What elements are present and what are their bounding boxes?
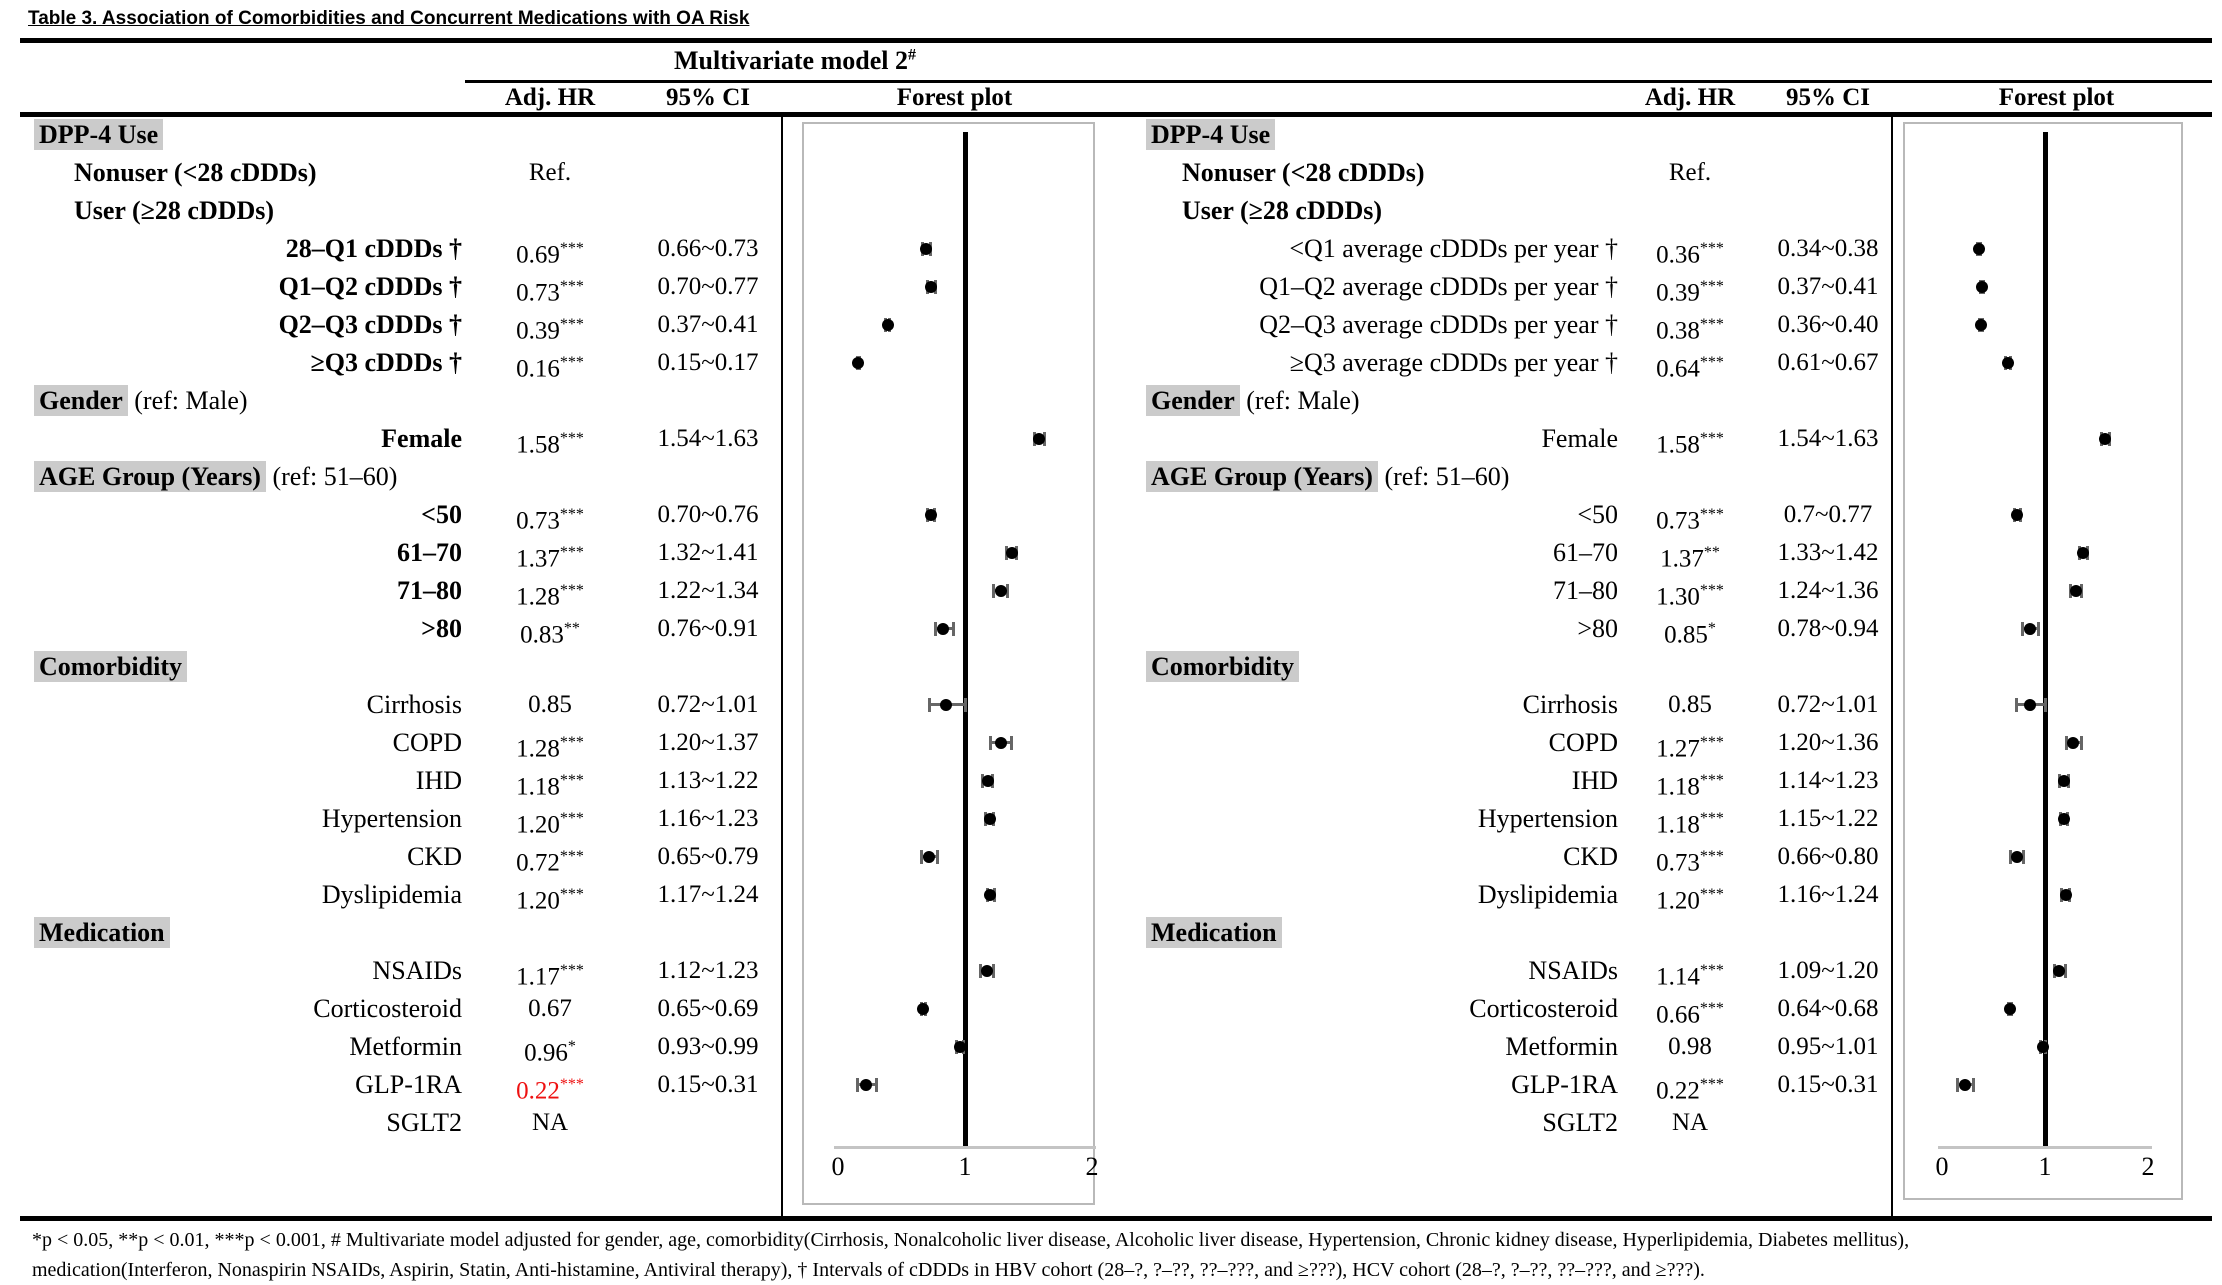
hr-number: 1.37 [1660, 545, 1704, 573]
ci-value: 1.14~1.23 [1777, 767, 1879, 794]
significance-stars: *** [559, 886, 584, 903]
adj-hr-value [1616, 990, 1764, 1028]
row-label: Q1–Q2 average cDDDs per year † [1259, 272, 1618, 301]
row-label: SGLT2 [386, 1108, 462, 1137]
significance-stars: ** [563, 620, 580, 637]
ci-value: 0.66~0.80 [1777, 843, 1879, 870]
forest-point [925, 281, 937, 293]
ci-value: 1.16~1.24 [1777, 881, 1879, 908]
adj-hr-value [465, 344, 635, 382]
row-label: CKD [1563, 842, 1618, 871]
significance-stars: *** [1699, 354, 1724, 371]
ci-whisker-cap-right [2080, 736, 2083, 750]
row-label: <50 [421, 500, 462, 529]
ci-value: 1.32~1.41 [657, 539, 759, 566]
forest-point [982, 775, 994, 787]
row-label: IHD [415, 766, 462, 795]
forest-point [2077, 547, 2089, 559]
hr-number: 1.14 [1656, 963, 1700, 991]
forest-x-axis [1938, 1146, 2152, 1149]
significance-stars: *** [559, 316, 584, 333]
adj-hr-value [1616, 420, 1764, 458]
adj-hr-value [465, 572, 635, 610]
significance-stars: *** [559, 1076, 584, 1093]
axis-tick-label: 1 [958, 1152, 972, 1181]
adj-hr-value [1616, 1028, 1764, 1066]
adj-hr-value [1616, 496, 1764, 534]
adj-hr-value [465, 306, 635, 344]
adj-hr-value [1616, 838, 1764, 876]
ci-whisker-cap-left [2015, 698, 2018, 712]
hr-number: Ref. [1668, 159, 1712, 186]
row-label: Female [381, 424, 462, 453]
subgroup-row: Nonuser (<28 cDDDs) [1182, 158, 1425, 187]
table-title: Table 3. Association of Comorbidities and Concurrent Medications with OA Risk [28, 8, 750, 29]
axis-tick-label: 0 [831, 1152, 845, 1181]
row-label: Metformin [349, 1032, 462, 1061]
hr-number: 0.73 [516, 279, 560, 307]
forest-point [917, 1003, 929, 1015]
model-header-superscript: # [907, 46, 916, 64]
forest-point [954, 1041, 966, 1053]
row-label: 61–70 [1553, 538, 1618, 567]
row-label: Cirrhosis [366, 690, 462, 719]
row-label: Dyslipidemia [1477, 880, 1618, 909]
hr-number: 0.73 [516, 507, 560, 535]
significance-stars: *** [1699, 962, 1724, 979]
ci-whisker-cap-right [1010, 736, 1013, 750]
significance-stars: *** [559, 734, 584, 751]
significance-stars: *** [559, 506, 584, 523]
adj-hr-value [465, 800, 635, 838]
section-label: DPP-4 Use [34, 119, 163, 150]
hr-number: 0.69 [516, 241, 560, 269]
ci-value: 1.20~1.36 [1777, 729, 1879, 756]
row-label: Dyslipidemia [321, 880, 462, 909]
hr-number: 1.20 [516, 811, 560, 839]
row-label: <50 [1577, 500, 1618, 529]
section-row [1140, 382, 1624, 420]
ci-value: 0.76~0.91 [657, 615, 759, 642]
adj-hr-value [1616, 762, 1764, 800]
ci-value: 0.37~0.41 [1777, 273, 1879, 300]
significance-stars: *** [559, 354, 584, 371]
ci-value: 1.16~1.23 [657, 805, 759, 832]
section-row [1140, 914, 1624, 952]
significance-stars: * [1707, 620, 1716, 637]
forest-point [940, 699, 952, 711]
significance-stars: *** [1699, 848, 1724, 865]
row-label: Q2–Q3 cDDDs † [278, 310, 462, 339]
hr-number: 0.96 [524, 1039, 568, 1067]
adj-hr-value [1616, 306, 1764, 344]
row-label: 71–80 [397, 576, 462, 605]
row-label: GLP-1RA [355, 1070, 462, 1099]
adj-hr-value [465, 420, 635, 458]
section-row [1140, 458, 1624, 496]
ci-value: 1.09~1.20 [1777, 957, 1879, 984]
bottom-rule [20, 1216, 2212, 1221]
section-row [1140, 116, 1624, 154]
ci-value: 0.61~0.67 [1777, 349, 1879, 376]
forest-point [2070, 585, 2082, 597]
ci-whisker-cap-left [856, 1078, 859, 1092]
row-label: Hypertension [1477, 804, 1618, 833]
row-label: CKD [407, 842, 462, 871]
axis-tick-label: 1 [2038, 1152, 2052, 1181]
adj-hr-value [465, 952, 635, 990]
adj-hr-value [465, 154, 635, 192]
hr-number: 0.66 [1656, 1001, 1700, 1029]
left-ci-header: 95% CI [665, 84, 751, 111]
axis-tick-label: 0 [1935, 1152, 1949, 1181]
left-forest-header: Forest plot [896, 84, 1013, 111]
hr-number: 1.58 [1656, 431, 1700, 459]
forest-point [2067, 737, 2079, 749]
adj-hr-value [1616, 344, 1764, 382]
row-label: Cirrhosis [1522, 690, 1618, 719]
row-label: IHD [1571, 766, 1618, 795]
ci-value: 0.72~1.01 [657, 691, 759, 718]
row-label: 71–80 [1553, 576, 1618, 605]
adj-hr-value [465, 1028, 635, 1066]
significance-stars: *** [1699, 1000, 1724, 1017]
section-label: DPP-4 Use [1146, 119, 1275, 150]
reference-line-hr1 [963, 132, 968, 1149]
row-label: NSAIDs [372, 956, 462, 985]
row-label: <Q1 average cDDDs per year † [1289, 234, 1618, 263]
ci-value: 0.66~0.73 [657, 235, 759, 262]
ci-value: 1.54~1.63 [1777, 425, 1879, 452]
forest-point [995, 737, 1007, 749]
row-label: SGLT2 [1542, 1108, 1618, 1137]
hr-number: 0.64 [1656, 355, 1700, 383]
ci-value: 0.36~0.40 [1777, 311, 1879, 338]
subgroup-row: User (≥28 cDDDs) [1182, 196, 1383, 225]
forest-point [2099, 433, 2111, 445]
forest-point [2004, 1003, 2016, 1015]
forest-point [2037, 1041, 2049, 1053]
hr-number: 1.18 [1656, 811, 1700, 839]
adj-hr-value [465, 686, 635, 724]
hr-number: NA [531, 1109, 569, 1136]
adj-hr-value [465, 1104, 635, 1142]
axis-tick-label: 2 [1085, 1152, 1099, 1181]
forest-point [1973, 243, 1985, 255]
adj-hr-value [465, 230, 635, 268]
forest-point [882, 319, 894, 331]
left-adj-hr-header: Adj. HR [504, 84, 596, 111]
hr-number: 0.73 [1656, 507, 1700, 535]
ci-value: 0.70~0.77 [657, 273, 759, 300]
adj-hr-value [465, 838, 635, 876]
row-label: ≥Q3 cDDDs † [310, 348, 462, 377]
section-row [28, 648, 468, 686]
footnote-line-2: medication(Interferon, Nonaspirin NSAIDs, Aspirin, Statin, Anti-histamine, Antiviral therapy), † Intervals of cDDDs in HBV cohort (28–?, ?–??, ??–???, and ≥???), HCV cohort (28–?, ?–??, ??–???, and ≥???). [32, 1259, 1705, 1281]
ci-value: 1.13~1.22 [657, 767, 759, 794]
significance-stars: *** [1699, 810, 1724, 827]
model-header-label: Multivariate model 2 [674, 46, 908, 75]
section-label: Medication [1146, 917, 1282, 948]
adj-hr-value [465, 268, 635, 306]
row-label: 28–Q1 cDDDs † [285, 234, 462, 263]
axis-tick-label: 2 [2141, 1152, 2155, 1181]
section-ref-suffix: (ref: Male) [127, 386, 248, 415]
hr-number: NA [1671, 1109, 1709, 1136]
forest-point [920, 243, 932, 255]
ci-whisker-cap-right [2037, 622, 2040, 636]
hr-number: 0.73 [1656, 849, 1700, 877]
hr-number: 1.28 [516, 583, 560, 611]
hr-number: 0.22 [1656, 1077, 1700, 1105]
ci-whisker-cap-right [2044, 698, 2047, 712]
significance-stars: *** [559, 430, 584, 447]
hr-number: 0.85 [528, 691, 572, 718]
ci-whisker-cap-right [992, 964, 995, 978]
ci-whisker-cap-right [1972, 1078, 1975, 1092]
hr-number: 1.18 [1656, 773, 1700, 801]
section-label: Medication [34, 917, 170, 948]
row-label: >80 [1577, 614, 1618, 643]
hr-number: 1.20 [1656, 887, 1700, 915]
subgroup-row: User (≥28 cDDDs) [74, 196, 275, 225]
ci-whisker-cap-right [936, 850, 939, 864]
forest-plot-box [802, 122, 1095, 1205]
forest-point [2024, 699, 2036, 711]
forest-point [2058, 775, 2070, 787]
ci-value: 0.15~0.31 [1777, 1071, 1879, 1098]
row-label: 61–70 [397, 538, 462, 567]
hr-number: 0.72 [516, 849, 560, 877]
ci-value: 1.20~1.37 [657, 729, 759, 756]
hr-number: 1.18 [516, 773, 560, 801]
ci-value: 1.22~1.34 [657, 577, 759, 604]
right-forest-header: Forest plot [1998, 84, 2115, 111]
hr-number: 1.37 [516, 545, 560, 573]
hr-number: 0.85 [1668, 691, 1712, 718]
adj-hr-value [1616, 952, 1764, 990]
row-label: Hypertension [321, 804, 462, 833]
subgroup-row: Nonuser (<28 cDDDs) [74, 158, 317, 187]
adj-hr-value [1616, 230, 1764, 268]
significance-stars: ** [1703, 544, 1720, 561]
row-label: Female [1541, 424, 1618, 453]
forest-point [2024, 623, 2036, 635]
ci-value: 0.64~0.68 [1777, 995, 1879, 1022]
hr-number: 1.27 [1656, 735, 1700, 763]
ci-value: 1.12~1.23 [657, 957, 759, 984]
adj-hr-value [1616, 800, 1764, 838]
row-label: Q2–Q3 average cDDDs per year † [1259, 310, 1618, 339]
significance-stars: *** [559, 962, 584, 979]
forest-point [1959, 1079, 1971, 1091]
adj-hr-value [1616, 724, 1764, 762]
adj-hr-value [1616, 876, 1764, 914]
section-row [28, 116, 468, 154]
ci-whisker-cap-left [934, 622, 937, 636]
adj-hr-value [465, 1066, 635, 1104]
significance-stars: *** [559, 278, 584, 295]
row-label: ≥Q3 average cDDDs per year † [1289, 348, 1618, 377]
section-label: Comorbidity [34, 651, 187, 682]
section-row [28, 458, 468, 496]
significance-stars: *** [1699, 582, 1724, 599]
significance-stars: *** [1699, 316, 1724, 333]
ci-whisker-cap-right [952, 622, 955, 636]
ci-value: 1.17~1.24 [657, 881, 759, 908]
significance-stars: *** [1699, 240, 1724, 257]
row-label: COPD [392, 728, 462, 757]
significance-stars: *** [1699, 278, 1724, 295]
forest-point [860, 1079, 872, 1091]
ci-whisker-cap-right [964, 698, 967, 712]
ci-whisker-cap-left [920, 850, 923, 864]
row-label: Q1–Q2 cDDDs † [278, 272, 462, 301]
hr-number: 1.28 [516, 735, 560, 763]
ci-value: 0.34~0.38 [1777, 235, 1879, 262]
ci-value: 0.70~0.76 [657, 501, 759, 528]
row-label: GLP-1RA [1511, 1070, 1618, 1099]
significance-stars: *** [1699, 734, 1724, 751]
ci-value: 1.33~1.42 [1777, 539, 1879, 566]
forest-point [2060, 889, 2072, 901]
section-label: Gender [34, 385, 128, 416]
ci-value: 0.65~0.69 [657, 995, 759, 1022]
section-ref-suffix: (ref: 51–60) [265, 462, 398, 491]
adj-hr-value [1616, 1066, 1764, 1104]
forest-point [2002, 357, 2014, 369]
ci-value: 1.54~1.63 [657, 425, 759, 452]
adj-hr-value [465, 496, 635, 534]
hr-number: 1.30 [1656, 583, 1700, 611]
significance-stars: *** [1699, 886, 1724, 903]
ci-value: 0.72~1.01 [1777, 691, 1879, 718]
adj-hr-value [465, 990, 635, 1028]
significance-stars: *** [559, 772, 584, 789]
hr-number: 0.85 [1664, 621, 1708, 649]
section-ref-suffix: (ref: 51–60) [1377, 462, 1510, 491]
row-label: Corticosteroid [313, 994, 462, 1023]
significance-stars: *** [1699, 772, 1724, 789]
ci-value: 0.15~0.17 [657, 349, 759, 376]
hr-number: 0.39 [1656, 279, 1700, 307]
significance-stars: *** [559, 544, 584, 561]
ci-value: 0.65~0.79 [657, 843, 759, 870]
forest-point [1033, 433, 1045, 445]
section-label: AGE Group (Years) [1146, 461, 1378, 492]
forest-point [925, 509, 937, 521]
adj-hr-value [1616, 1104, 1764, 1142]
forest-x-axis [834, 1146, 1096, 1149]
significance-stars: * [567, 1038, 576, 1055]
adj-hr-value [465, 876, 635, 914]
section-label: Comorbidity [1146, 651, 1299, 682]
adj-hr-value [465, 610, 635, 648]
significance-stars: *** [559, 810, 584, 827]
section-row [1140, 648, 1624, 686]
adj-hr-value [465, 534, 635, 572]
right-adj-hr-header: Adj. HR [1644, 84, 1736, 111]
forest-point [995, 585, 1007, 597]
section-label: Gender [1146, 385, 1240, 416]
adj-hr-value [1616, 686, 1764, 724]
adj-hr-value [1616, 572, 1764, 610]
hr-number: 0.67 [528, 995, 572, 1022]
hr-number: 0.36 [1656, 241, 1700, 269]
row-label: NSAIDs [1528, 956, 1618, 985]
ci-value: 0.93~0.99 [657, 1033, 759, 1060]
ci-value: 0.95~1.01 [1777, 1033, 1879, 1060]
hr-number: 0.22 [516, 1077, 560, 1105]
row-label: COPD [1548, 728, 1618, 757]
section-ref-suffix: (ref: Male) [1239, 386, 1360, 415]
footnote-line-1: *p < 0.05, **p < 0.01, ***p < 0.001, # Multivariate model adjusted for gender, age, comorbidity(Cirrhosis, Nonalcoholic liver disease, Alcoholic liver disease, Hypertension, Chronic kidney disease, Hyperlipidemia, Diabetes mellitus), [32, 1229, 1910, 1251]
forest-point [981, 965, 993, 977]
hr-number: 0.16 [516, 355, 560, 383]
section-label: AGE Group (Years) [34, 461, 266, 492]
ci-value: 0.37~0.41 [657, 311, 759, 338]
ci-whisker-cap-right [875, 1078, 878, 1092]
row-label: Metformin [1505, 1032, 1618, 1061]
significance-stars: *** [1699, 506, 1724, 523]
ci-value: 1.15~1.22 [1777, 805, 1879, 832]
row-label: Corticosteroid [1469, 994, 1618, 1023]
reference-line-hr1 [2043, 132, 2048, 1149]
hr-number: 1.58 [516, 431, 560, 459]
hr-number: 0.38 [1656, 317, 1700, 345]
panel-separator-rule [781, 117, 783, 1216]
significance-stars: *** [559, 582, 584, 599]
significance-stars: *** [559, 240, 584, 257]
significance-stars: *** [1699, 430, 1724, 447]
hr-number: 0.39 [516, 317, 560, 345]
forest-point [2058, 813, 2070, 825]
ci-value: 0.78~0.94 [1777, 615, 1879, 642]
adj-hr-value [1616, 534, 1764, 572]
hr-number: 0.83 [520, 621, 564, 649]
hr-number: 0.98 [1668, 1033, 1712, 1060]
section-row [28, 382, 468, 420]
forest-point [1006, 547, 1018, 559]
significance-stars: *** [1699, 1076, 1724, 1093]
ci-value: 0.7~0.77 [1783, 501, 1873, 528]
right-ci-header: 95% CI [1785, 84, 1871, 111]
ci-whisker-cap-left [928, 698, 931, 712]
adj-hr-value [1616, 154, 1764, 192]
hr-number: 1.20 [516, 887, 560, 915]
section-row [28, 914, 468, 952]
row-label: >80 [421, 614, 462, 643]
adj-hr-value [465, 762, 635, 800]
ci-whisker-cap-right [1006, 584, 1009, 598]
ci-value: 0.15~0.31 [657, 1071, 759, 1098]
adj-hr-value [1616, 268, 1764, 306]
hr-number: Ref. [528, 159, 572, 186]
adj-hr-value [465, 724, 635, 762]
ci-value: 1.24~1.36 [1777, 577, 1879, 604]
significance-stars: *** [559, 848, 584, 865]
hr-number: 1.17 [516, 963, 560, 991]
adj-hr-value [1616, 610, 1764, 648]
ci-whisker-cap-left [989, 736, 992, 750]
